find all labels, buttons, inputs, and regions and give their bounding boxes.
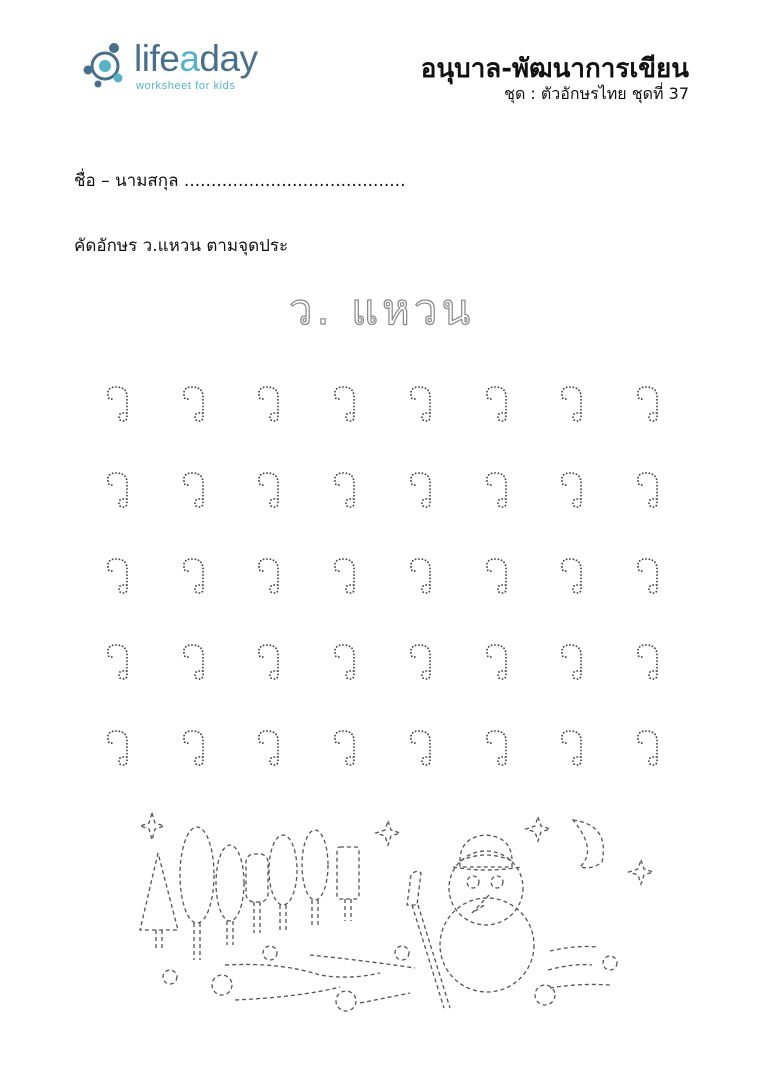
winter-scene-illustration xyxy=(120,805,660,1020)
molecule-logo-icon xyxy=(82,40,132,90)
tracing-cell xyxy=(307,620,383,706)
dotted-letter-wo-wen-glyph xyxy=(179,642,209,684)
tracing-cell xyxy=(383,534,459,620)
tracing-cell xyxy=(383,706,459,792)
dotted-letter-wo-wen-glyph xyxy=(179,470,209,512)
dotted-letter-wo-wen-glyph xyxy=(103,642,133,684)
dotted-letter-wo-wen-glyph xyxy=(633,642,663,684)
dotted-letter-wo-wen-glyph xyxy=(406,556,436,598)
tracing-cell xyxy=(610,448,686,534)
dotted-letter-wo-wen-glyph xyxy=(179,728,209,770)
tracing-cell xyxy=(535,620,611,706)
tracing-cell xyxy=(459,448,535,534)
tracing-cell xyxy=(535,448,611,534)
dotted-letter-wo-wen-glyph xyxy=(103,470,133,512)
dotted-letter-wo-wen-glyph xyxy=(330,470,360,512)
dotted-letter-wo-wen-glyph xyxy=(103,556,133,598)
moon-icon xyxy=(573,820,603,868)
tracing-cell xyxy=(383,448,459,534)
dotted-letter-wo-wen-glyph xyxy=(254,642,284,684)
dotted-letter-wo-wen-glyph xyxy=(557,556,587,598)
dotted-letter-wo-wen-glyph xyxy=(254,470,284,512)
tracing-cell xyxy=(232,620,308,706)
tracing-cell xyxy=(459,620,535,706)
tracing-grid xyxy=(80,362,686,792)
dotted-letter-wo-wen-glyph xyxy=(557,642,587,684)
dotted-letter-wo-wen-glyph xyxy=(406,384,436,426)
tracing-cell xyxy=(80,620,156,706)
lifeaday-logo xyxy=(82,38,272,94)
tracing-cell xyxy=(459,706,535,792)
tracing-cell xyxy=(156,534,232,620)
dotted-letter-wo-wen-glyph xyxy=(330,728,360,770)
tracing-cell xyxy=(156,448,232,534)
tracing-cell xyxy=(156,706,232,792)
dotted-letter-wo-wen-glyph xyxy=(103,728,133,770)
dotted-letter-wo-wen-glyph xyxy=(406,728,436,770)
dotted-letter-wo-wen-glyph xyxy=(330,642,360,684)
dotted-letter-wo-wen-glyph xyxy=(633,470,663,512)
tracing-cell xyxy=(610,534,686,620)
tracing-cell xyxy=(80,362,156,448)
tracing-cell xyxy=(610,706,686,792)
tracing-cell xyxy=(383,620,459,706)
dotted-letter-wo-wen-glyph xyxy=(254,556,284,598)
tracing-cell xyxy=(232,362,308,448)
dotted-letter-wo-wen-glyph xyxy=(557,728,587,770)
dotted-letter-wo-wen-glyph xyxy=(633,728,663,770)
dotted-letter-wo-wen-glyph xyxy=(179,384,209,426)
dotted-letter-wo-wen-glyph xyxy=(179,556,209,598)
dotted-letter-wo-wen-glyph xyxy=(482,470,512,512)
tracing-cell xyxy=(383,362,459,448)
tracing-cell xyxy=(535,362,611,448)
tracing-cell xyxy=(535,706,611,792)
tree-icon xyxy=(216,845,244,945)
tracing-cell xyxy=(459,534,535,620)
tracing-cell xyxy=(307,362,383,448)
dotted-letter-wo-wen-glyph xyxy=(633,384,663,426)
name-field-line: ชื่อ – นามสกุล ......................................... xyxy=(74,171,406,191)
tracing-cell xyxy=(232,534,308,620)
sparkle-icon xyxy=(140,813,653,884)
dotted-letter-wo-wen-glyph xyxy=(482,384,512,426)
tree-icon xyxy=(269,835,297,933)
tracing-cell xyxy=(307,706,383,792)
tree-icon xyxy=(302,830,328,925)
tracing-cell xyxy=(307,534,383,620)
tracing-cell xyxy=(535,534,611,620)
tracing-cell xyxy=(459,362,535,448)
tree-icon xyxy=(337,847,359,921)
worksheet-subtitle: ชุด : ตัวอักษรไทย ชุดที่ 37 xyxy=(504,84,689,103)
snowman-icon xyxy=(440,835,534,992)
dotted-letter-wo-wen-glyph xyxy=(254,728,284,770)
logo-wordmark: lifeaday xyxy=(134,38,258,79)
dotted-letter-wo-wen-glyph xyxy=(482,642,512,684)
tracing-cell xyxy=(610,620,686,706)
worksheet-title: อนุบาล-พัฒนาการเขียน xyxy=(420,54,689,84)
dotted-letter-wo-wen-glyph xyxy=(406,470,436,512)
tracing-cell xyxy=(80,706,156,792)
exercise-instruction: คัดอักษร ว.แหวน ตามจุดประ xyxy=(74,236,289,256)
traced-word-example: ว. แหวน xyxy=(288,285,475,334)
tree-icon xyxy=(246,854,268,933)
tracing-cell xyxy=(232,448,308,534)
dotted-letter-wo-wen-glyph xyxy=(557,384,587,426)
tracing-cell xyxy=(610,362,686,448)
tracing-cell xyxy=(232,706,308,792)
pine-tree-icon xyxy=(140,853,178,950)
tracing-cell xyxy=(307,448,383,534)
tracing-cell xyxy=(156,362,232,448)
tracing-cell xyxy=(156,620,232,706)
dotted-letter-wo-wen-glyph xyxy=(633,556,663,598)
dotted-letter-wo-wen-glyph xyxy=(103,384,133,426)
dotted-letter-wo-wen-glyph xyxy=(406,642,436,684)
snowball-icon xyxy=(163,946,617,1011)
broom-icon xyxy=(407,871,450,1008)
tall-tree-icon xyxy=(180,827,214,960)
dotted-letter-wo-wen-glyph xyxy=(330,556,360,598)
snow-ground-icon xyxy=(225,947,610,1004)
dotted-letter-wo-wen-glyph xyxy=(482,728,512,770)
logo-tagline: worksheet for kids xyxy=(136,80,236,92)
tracing-cell xyxy=(80,534,156,620)
tracing-cell xyxy=(80,448,156,534)
dotted-letter-wo-wen-glyph xyxy=(557,470,587,512)
dotted-letter-wo-wen-glyph xyxy=(482,556,512,598)
dotted-letter-wo-wen-glyph xyxy=(330,384,360,426)
dotted-letter-wo-wen-glyph xyxy=(254,384,284,426)
